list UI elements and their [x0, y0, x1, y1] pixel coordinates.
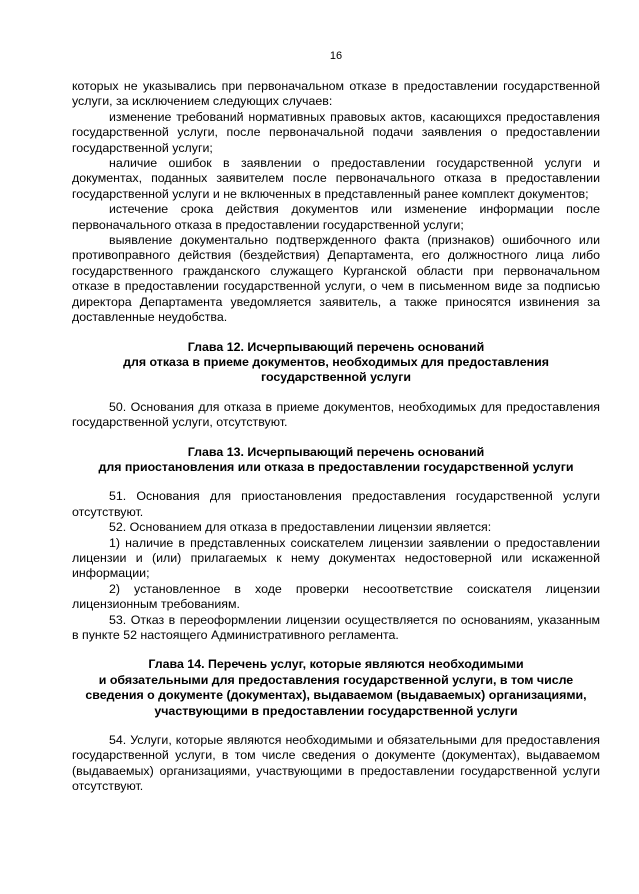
chapter-heading-line: Глава 14. Перечень услуг, которые являются необходимыми [148, 657, 524, 672]
chapter-heading-line: для приостановления или отказа в предоставлении государственной услуги [98, 459, 574, 474]
paragraph: 1) наличие в представленных соискателем лицензии заявлении о предоставлении лицензии и (или) прилагаемых к нему документах недостоверной или искаженной информации; [72, 535, 600, 581]
paragraph: 50. Основания для отказа в приеме документов, необходимых для предоставления государственной услуги, отсутствуют. [72, 399, 600, 430]
paragraph: выявление документально подтвержденного факта (признаков) ошибочного или противоправного действия (бездействия) Департамента, его должностного лица либо государственного гражданского служащего Курганской области при первоначальном отказе в предоставлении государственной услуги, о чем в письменном виде за подписью директора Департамента уведомляется заявитель, а также приносятся извинения за доставленные неудобства. [72, 233, 600, 325]
chapter-heading-line: сведения о документе (документах), выдаваемом (выдаваемых) организациями, [85, 688, 587, 703]
paragraph: наличие ошибок в заявлении о предоставлении государственной услуги и документах, поданных заявителем после первоначального отказа в предоставлении государственной услуги и не включенных в представленный ранее комплект документов; [72, 156, 600, 201]
chapter-heading-line: участвующими в предоставлении государственной услуги [154, 703, 518, 718]
chapter-13-heading [72, 445, 600, 476]
paragraph: истечение срока действия документов или изменение информации после первоначального отказа в предоставлении государственной услуги; [72, 202, 600, 232]
chapter-heading-line: для отказа в приеме документов, необходимых для предоставления [123, 354, 549, 369]
document-body [72, 79, 600, 795]
chapter-14-heading [72, 657, 600, 719]
chapter-heading-line: и обязательными для предоставления государственной услуги, в том числе [98, 672, 574, 687]
paragraph: 54. Услуги, которые являются необходимыми и обязательными для предоставления государственной услуги, в том числе сведения о документе (документах), выдаваемом (выдаваемых) организациями, участвующими в предоставлении государственной услуги отсутствуют. [72, 733, 600, 794]
paragraph: 51. Основания для приостановления предоставления государственной услуги отсутствуют. [72, 489, 600, 519]
paragraph: 53. Отказ в переоформлении лицензии осуществляется по основаниям, указанным в пункте 52 настоящего Административного регламента. [72, 612, 600, 642]
chapter-heading-line: государственной услуги [261, 370, 411, 385]
paragraph: 52. Основанием для отказа в предоставлении лицензии является: [109, 520, 492, 535]
paragraph: изменение требований нормативных правовых актов, касающихся предоставления государственной услуги, после первоначальной подачи заявления о предоставлении государственной услуги; [72, 109, 600, 155]
page-number: 16 [329, 50, 343, 62]
chapter-heading-line: Глава 12. Исчерпывающий перечень оснований [187, 339, 485, 354]
paragraph: которых не указывались при первоначальном отказе в предоставлении государственной услуги, за исключением следующих случаев: [72, 79, 600, 109]
paragraph: 2) установленное в ходе проверки несоответствие соискателя лицензии лицензионным требованиям. [72, 581, 600, 612]
chapter-heading-line: Глава 13. Исчерпывающий перечень оснований [187, 444, 485, 459]
chapter-12-heading [72, 340, 600, 386]
